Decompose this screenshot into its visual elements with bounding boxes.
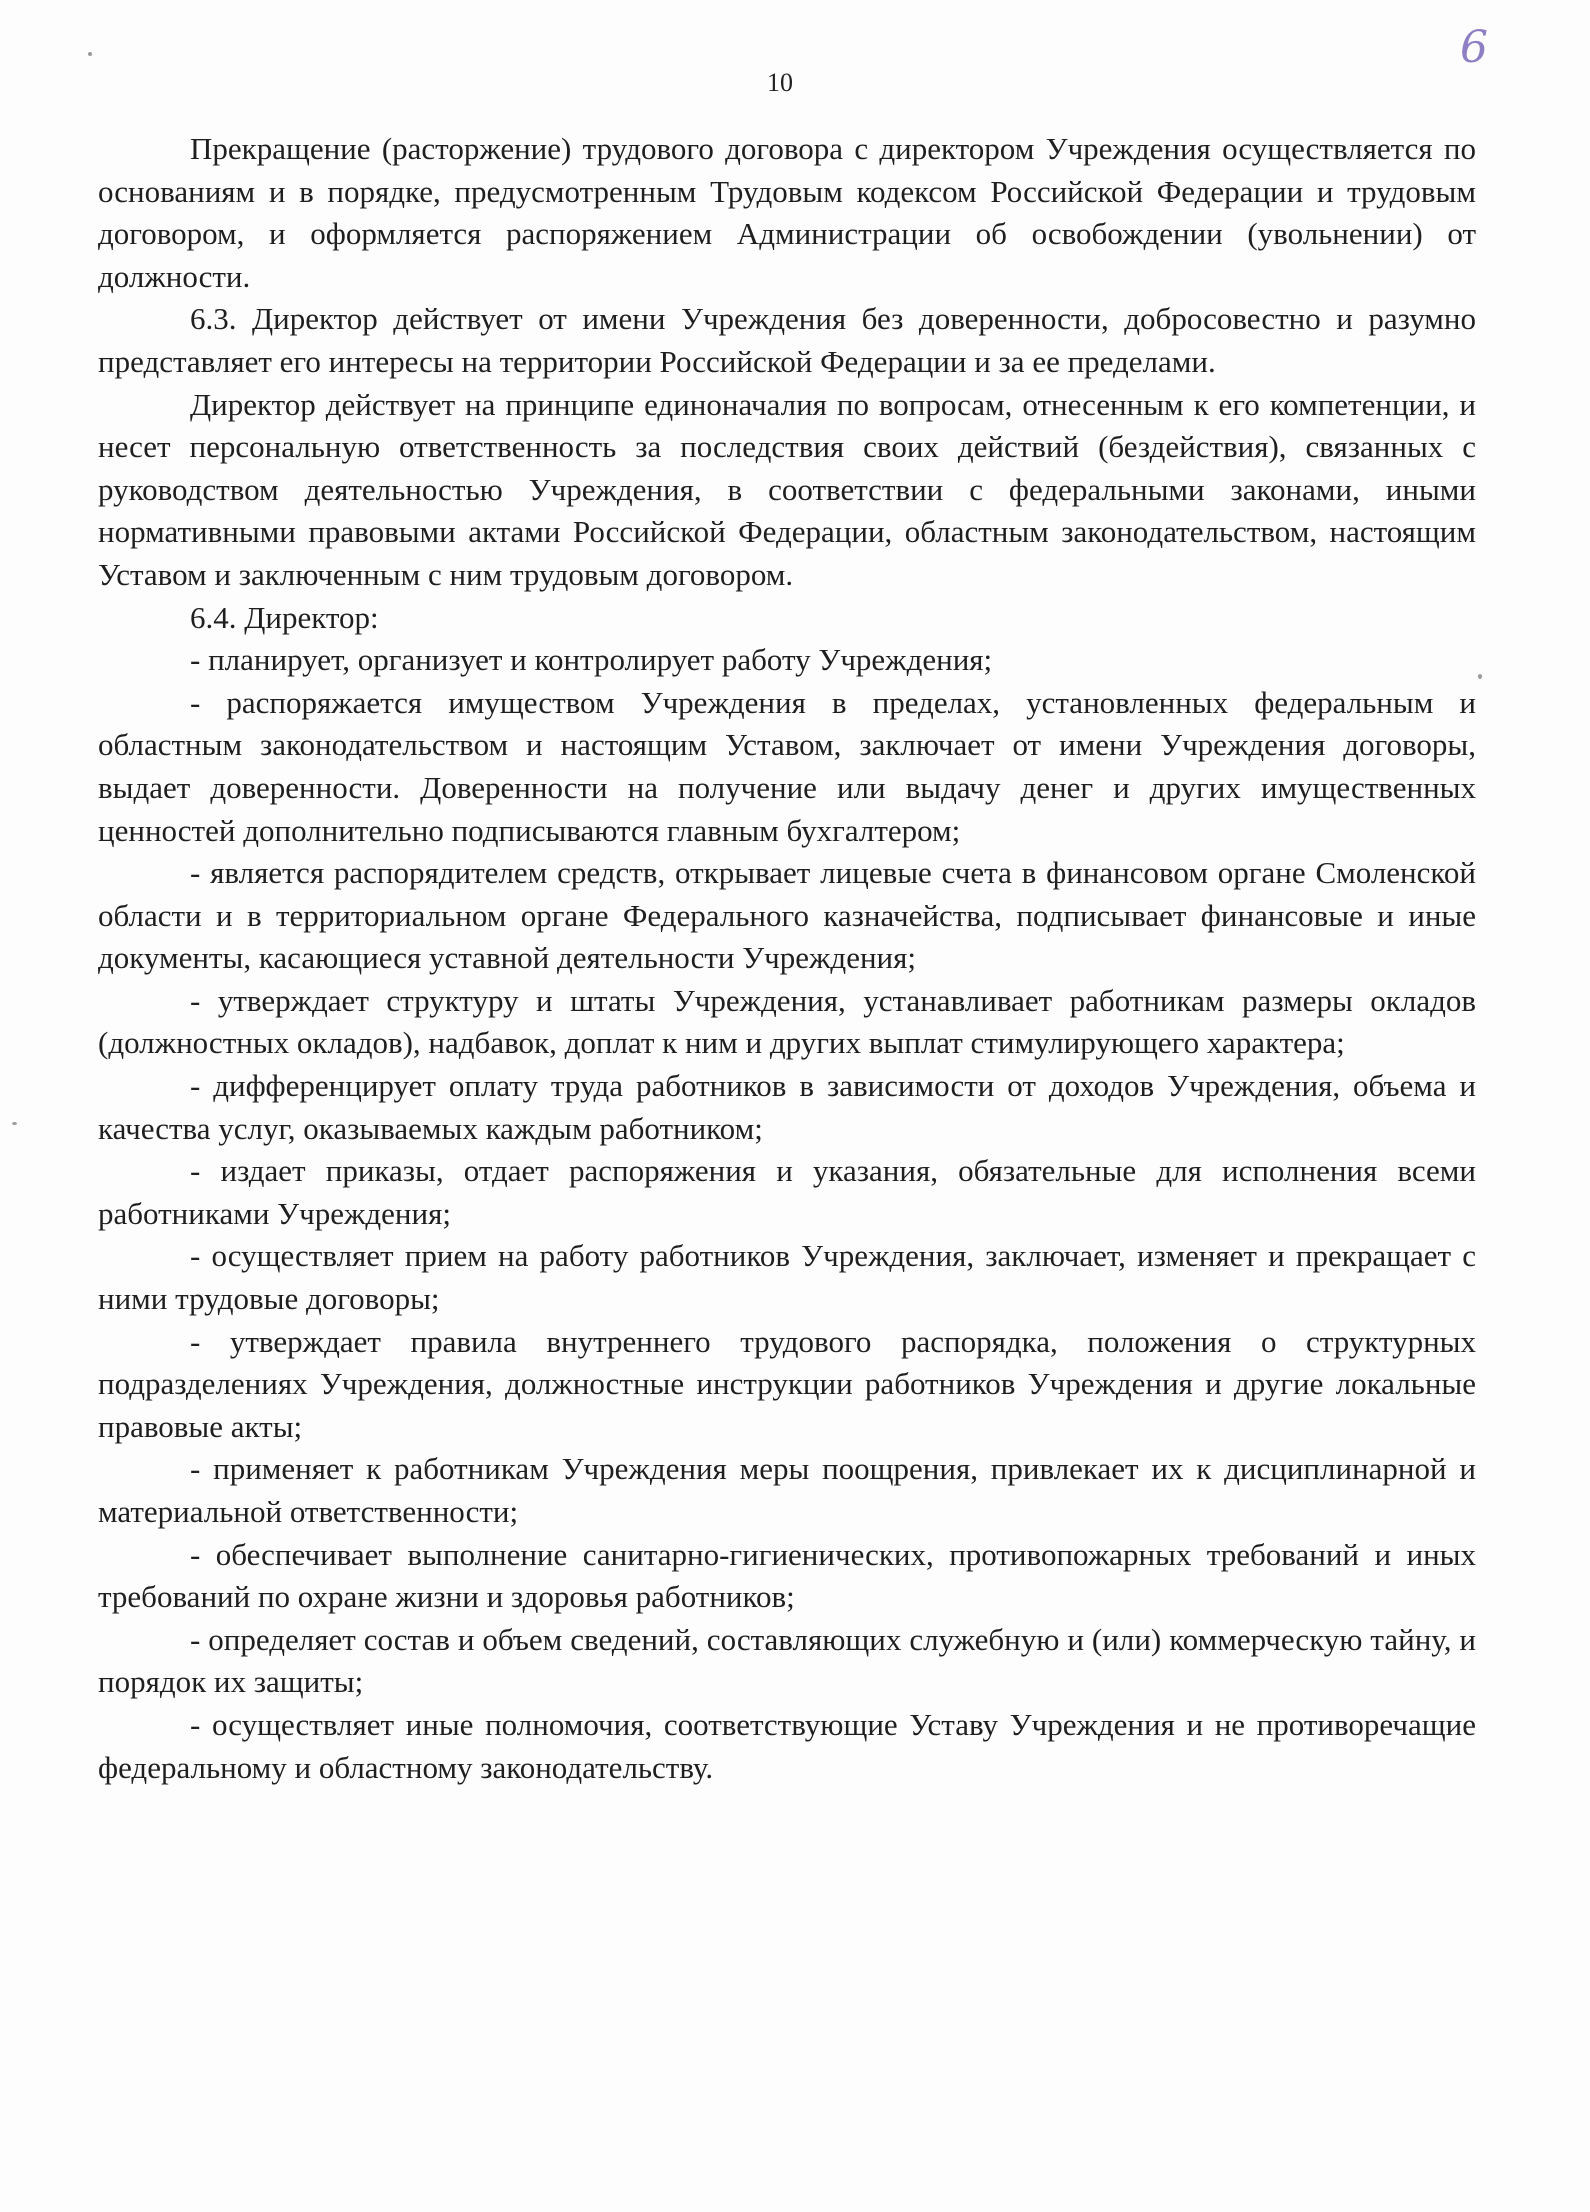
list-item: - определяет состав и объем сведений, составляющих служебную и (или) коммерческую тайну, и порядок их защиты; — [98, 1621, 1476, 1700]
list-item: - утверждает структуру и штаты Учреждения, устанавливает работникам размеры окладов (должностных окладов), надбавок, доплат к ним и других выплат стимулирующего характера; — [98, 982, 1476, 1061]
list-item: - обеспечивает выполнение санитарно-гигиенических, противопожарных требований и иных требований по охране жизни и здоровья работников; — [98, 1536, 1476, 1615]
paragraph: Директор действует на принципе единоначалия по вопросам, отнесенным к его компетенции, и несет персональную ответственность за последствия своих действий (бездействия), связанных с руководством деятельностью Учреждения, в соответствии с федеральными законами, иными нормативными правовыми актами Российской Федерации, областным законодательством, настоящим Уставом и заключенным с ним трудовым договором. — [98, 386, 1476, 592]
handwritten-page-mark: 6 — [1460, 22, 1488, 73]
scan-speck — [1478, 674, 1482, 679]
list-item: - осуществляет прием на работу работников Учреждения, заключает, изменяет и прекращает с ними трудовые договоры; — [98, 1238, 1476, 1317]
paragraph: 6.3. Директор действует от имени Учреждения без доверенности, добросовестно и разумно представляет его интересы на территории Российской Федерации и за ее пределами. — [98, 301, 1476, 379]
list-item: - дифференцирует оплату труда работников в зависимости от доходов Учреждения, объема и качества услуг, оказываемых каждым работником; — [98, 1068, 1476, 1146]
section-heading: 6.4. Директор: — [190, 599, 379, 635]
list-item: - издает приказы, отдает распоряжения и указания, обязательные для исполнения всеми работниками Учреждения; — [98, 1153, 1476, 1231]
document-body — [98, 128, 1476, 1789]
list-item: - применяет к работникам Учреждения меры поощрения, привлекает их к дисциплинарной и материальной ответственности; — [98, 1451, 1476, 1529]
list-item: - осуществляет иные полномочия, соответствующие Уставу Учреждения и не противоречащие федеральному и областному законодательству. — [98, 1706, 1476, 1785]
scan-speck — [12, 1122, 17, 1125]
list-item: - утверждает правила внутреннего трудового распорядка, положения о структурных подразделениях Учреждения, должностные инструкции работников Учреждения и другие локальные правовые акты; — [98, 1323, 1476, 1444]
page-number: 10 — [767, 68, 793, 97]
paragraph: Прекращение (расторжение) трудового договора с директором Учреждения осуществляется по основаниям и в порядке, предусмотренным Трудовым кодексом Российской Федерации и трудовым договором, и оформляется распоряжением Администрации об освобождении (увольнении) от должности. — [98, 131, 1476, 294]
list-item: - распоряжается имуществом Учреждения в пределах, установленных федеральным и областным законодательством и настоящим Уставом, заключает от имени Учреждения договоры, выдает доверенности. Доверенности на получение или выдачу денег и других имущественных ценностей дополнительно подписываются главным бухгалтером; — [98, 684, 1476, 848]
scan-speck — [88, 52, 92, 56]
list-item: - планирует, организует и контролирует работу Учреждения; — [190, 642, 993, 678]
list-item: - является распорядителем средств, открывает лицевые счета в финансовом органе Смоленской области и в территориальном органе Федерального казначейства, подписывает финансовые и иные документы, касающиеся уставной деятельности Учреждения; — [98, 855, 1476, 976]
